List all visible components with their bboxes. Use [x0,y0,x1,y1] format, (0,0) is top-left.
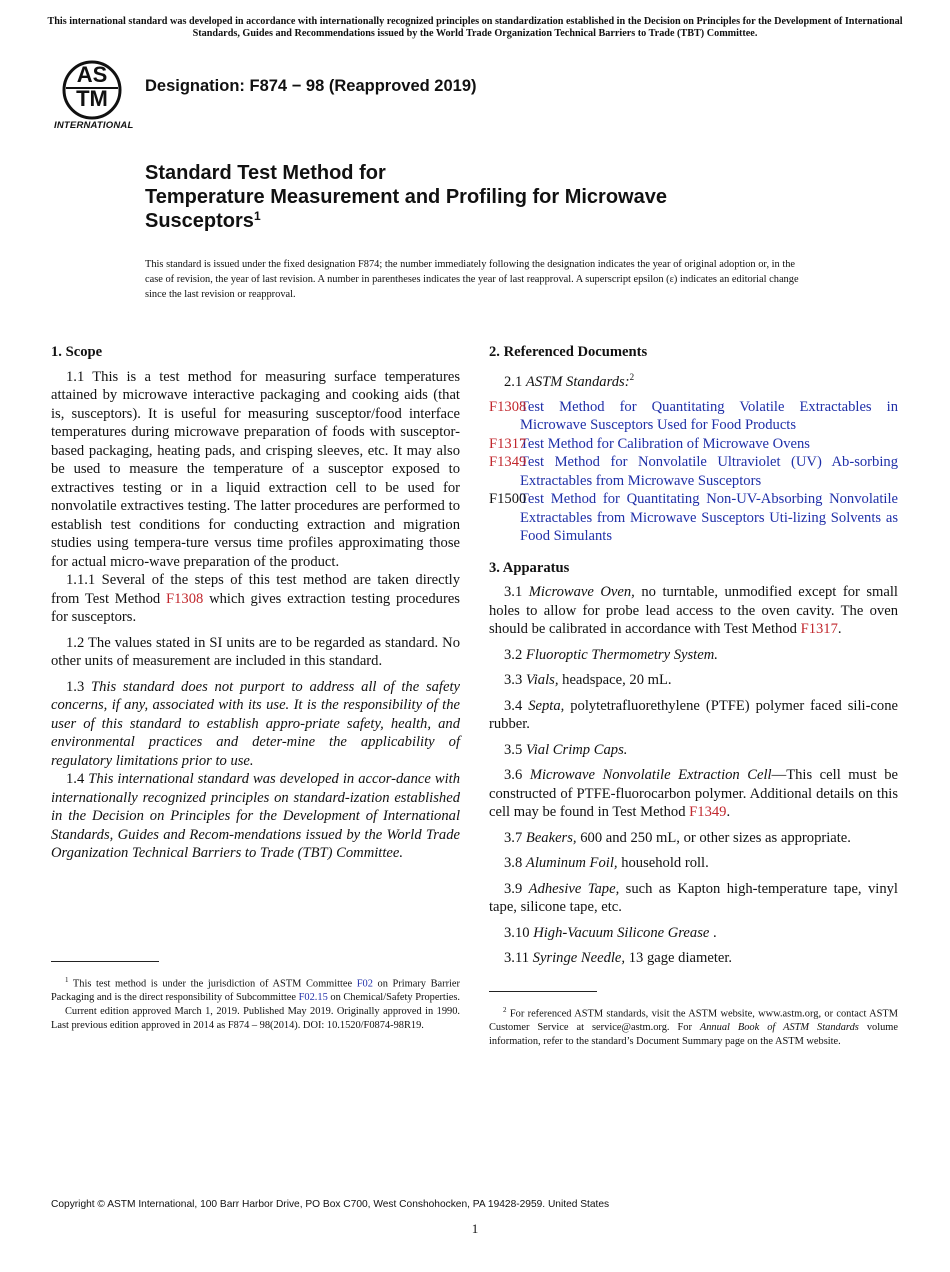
copyright: Copyright © ASTM International, 100 Barr Harbor Drive, PO Box C700, West Conshohocken, PA 19428-2959. United States [51,1199,610,1210]
link-f1349[interactable]: F1349 [689,804,727,821]
apparatus-3-11: 3.11 Syringe Needle, 13 gage diameter. [504,950,733,967]
apparatus-3-5: 3.5 Vial Crimp Caps. [504,741,628,758]
footnote-1-edition: Current edition approved March 1, 2019. Published May 2019. Originally approved in 1990. Last previous edition approved in 2014 as F874 – 98(2014). DOI: 10.1520/F0874-98R19. [51,1005,460,1031]
apparatus-3-10: 3.10 High-Vacuum Silicone Grease . [504,924,717,941]
scope-1-4: 1.4 This international standard was developed in accor-dance with internationally recognized principles on standard-ization established in the Decision on Principles for the Development of International Standards, Guides and Recom-mendations issued by the World Trade Organization Technical Barriers to Trade (TBT) Committee. [51,771,461,861]
designation: Designation: F874 − 98 (Reapproved 2019) [145,77,477,95]
footnote-1: $^1$ This test method is under the jurisdiction of ASTM Committee F02 on Primary Barrier Packaging and is the direct responsibility of Subcommittee F02.15 on Chemical/Safety Properties. Current edition approved March 1, 2019. Published May 2019. Originally approved in 1990. Last previous edition approved in 2014 as F874 – 98(2014). DOI: 10.1520/F0874-98R19. [51,976,461,1031]
astm-standards-sub: 2.1 ASTM Standards:$^2$ [504,371,635,390]
page-number: 1 [471,1221,479,1236]
scope-heading: 1. Scope [51,344,103,360]
link-f1317[interactable]: F1317 [800,621,838,638]
logo-mark-as: AS [76,62,108,87]
apparatus-3-9: 3.9 Adhesive Tape, such as Kapton high-temperature tape, vinyl tape, silicone tape, etc. [489,880,898,916]
ref-item[interactable]: F1500 Test Method for Quantitating Non-UV-Absorbing Nonvolatile Extractables from Microwave Susceptors Uti-lizing Solvents as Food Simulants [489,491,898,545]
apparatus-3-7: 3.7 Beakers, 600 and 250 mL, or other sizes as appropriate. [504,829,851,846]
wto-notice: This international standard was developed in accordance with internationally recognized principles on standardization established in the Decision on Principles for the Development of International Standards, Guides and Recommendations issued by the World Trade Organization Technical Barriers to Trade (TBT) Committee. [47,16,903,39]
link-f1308[interactable]: F1308 [165,590,204,607]
logo-wordmark: INTERNATIONAL [54,120,134,131]
footnote-rule-right [489,991,597,992]
title-line-3: Susceptors$^1$ [145,209,261,232]
title-line-1: Standard Test Method for [145,162,386,184]
page-title [145,161,845,235]
right-column [489,343,898,975]
logo-mark-tm: TM [76,86,108,111]
ref-item[interactable]: F1317 Test Method for Calibration of Microwave Ovens [489,435,810,452]
scope-1-1-1: 1.1.1 Several of the steps of this test method are taken directly from Test Method F1308 which gives extraction testing procedures for susceptors. [51,572,460,625]
apparatus-3-6: 3.6 Microwave Nonvolatile Extraction Cell—This cell must be constructed of PTFE-fluorocarbon polymer. Additional details on this cell may be found in Test Method F1349. [489,767,898,821]
referenced-heading: 2. Referenced Documents [489,344,648,360]
ref-item[interactable]: F1308 Test Method for Quantitating Volatile Extractables in Microwave Susceptors Used for Food Products [489,398,898,434]
apparatus-3-8: 3.8 Aluminum Foil, household roll. [504,855,709,872]
link-f02[interactable]: F02 [356,978,373,990]
apparatus-heading: 3. Apparatus [489,559,570,576]
scope-1-3: 1.3 This standard does not purport to address all of the safety concerns, if any, associated with its use. It is the responsibility of the user of this standard to establish appro-priate safety, health, and environmental practices and deter-mine the applicability of regulatory limitations prior to use. [51,678,460,769]
footnote-2: $^2$ For referenced ASTM standards, visit the ASTM website, www.astm.org, or contact ASTM Customer Service at service@astm.org. For Annual Book of ASTM Standards volume information, refer to the standard’s Document Summary page on the ASTM website. [489,1006,898,1047]
apparatus-3-1: 3.1 Microwave Oven, no turntable, unmodified except for small holes to allow for probe lead access to the oven cavity. The oven should be calibrated in accordance with Test Method F1317. [489,584,898,638]
link-f02-15[interactable]: F02.15 [298,992,328,1004]
title-line-2: Temperature Measurement and Profiling for Microwave [145,186,667,208]
issued-note: This standard is issued under the fixed designation F874; the number immediately following the designation indicates the year of original adoption or, in the case of revision, the year of last revision. A number in parentheses indicates the year of last reapproval. A superscript epsilon (ε) indicates an editorial change since the last revision or reapproval. [145,259,799,300]
apparatus-3-4: 3.4 Septa, polytetrafluorethylene (PTFE) polymer faced sili-cone rubber. [489,697,898,733]
footnote-rule-left [51,961,159,962]
scope-1-2: 1.2 The values stated in SI units are to be regarded as standard. No other units of measurement are included in this standard. [51,634,460,669]
apparatus-3-3: 3.3 Vials, headspace, 20 mL. [504,672,672,689]
title-footnote-mark: 1 [253,209,261,223]
left-column [51,343,460,870]
astm-logo [52,56,136,136]
apparatus-3-2: 3.2 Fluoroptic Thermometry System. [504,646,718,663]
scope-1-1: 1.1 This is a test method for measuring surface temperatures attained by microwave interactive packaging and cooking aids (that is, susceptors). It is useful for measuring susceptor/food interface temperatures during microwave preparation of foods with susceptor-based packaging, heating pads, and crisping sleeves, etc. It may also be used to measure the temperature of a susceptor exposed to extractives testing or in a liquid extraction cell to be used for nonvolatile extractives testing. The latter procedures are performed to establish test conditions for conducting extraction and migration studies using tempera-ture versus time profiles approximating those for actual micro-wave preparation of the product. [51,368,460,570]
ref-item[interactable]: F1349 Test Method for Nonvolatile Ultraviolet (UV) Ab-sorbing Extractables from Microwave Susceptors [489,454,898,489]
